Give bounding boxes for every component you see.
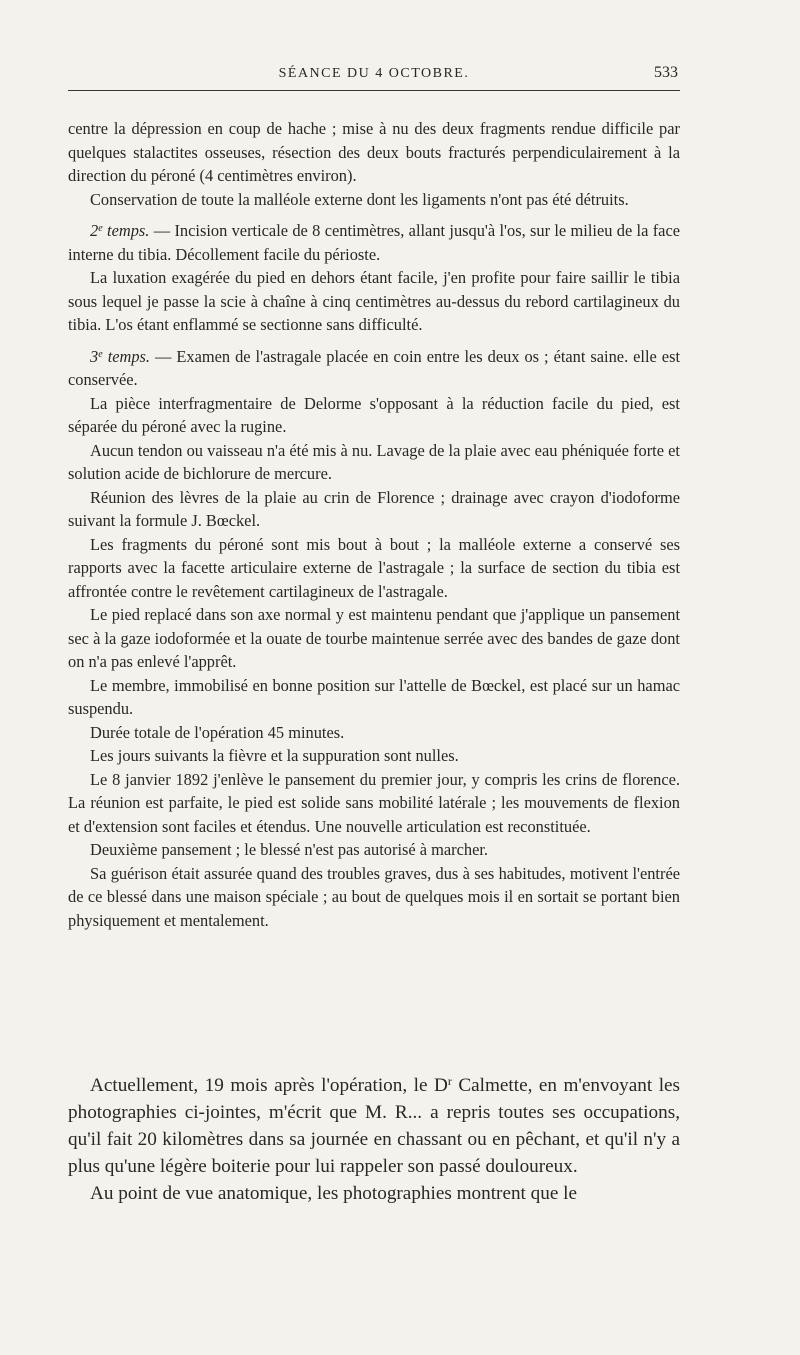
- paragraph: Le pied replacé dans son axe normal y est maintenu pendant que j'applique un pansement sec à la gaze iodoformée et la ouate de tourbe maintenue serrée avec des bandes de gaze dont on n'a pas enlevé l'apprêt.: [68, 605, 680, 671]
- paragraph: centre la dépression en coup de hache ; mise à nu des deux fragments rendue difficile par quelques stalactites osseuses, résection des deux bouts fracturés perpendiculairement à la direction du péroné (4 centimètres environ).: [68, 119, 680, 185]
- page-header: [68, 64, 680, 91]
- paragraph: Réunion des lèvres de la plaie au crin de Florence ; drainage avec crayon d'iodoforme suivant la formule J. Bœckel.: [68, 487, 680, 530]
- step-label: 3e temps.: [90, 346, 151, 366]
- paragraph: Sa guérison était assurée quand des troubles graves, dus à ses habitudes, motivent l'entrée de ce blessé dans une maison spéciale ; au bout de quelques mois il en sortait se portant bien physiquement et mentalement.: [68, 863, 680, 930]
- case-report-text: [68, 117, 680, 932]
- paragraph: Aucun tendon ou vaisseau n'a été mis à nu. Lavage de la plaie avec eau phéniquée forte et solution acide de bichlorure de mercure.: [68, 440, 680, 483]
- paragraph: 3e temps. — Examen de l'astragale placée en coin entre les deux os ; étant saine. elle est conservée.: [68, 346, 681, 389]
- paragraph: Au point de vue anatomique, les photographies montrent que le: [90, 1183, 578, 1204]
- paragraph: 2e temps. — Incision verticale de 8 centimètres, allant jusqu'à l'os, sur le milieu de la face interne du tibia. Décollement facile du périoste.: [68, 221, 681, 264]
- paragraph: La luxation exagérée du pied en dehors étant facile, j'en profite pour faire saillir le tibia sous lequel je passe la scie à chaîne à cinq centimètres au-dessus du rebord cartilagineux du tibia. L'os étant enflammé se sectionne sans difficulté.: [68, 268, 680, 334]
- step-label: 2e temps.: [90, 221, 150, 240]
- paragraph: Conservation de toute la malléole externe dont les ligaments n'ont pas été détruits.: [90, 189, 629, 209]
- page-number: 533: [654, 64, 678, 81]
- paragraph: Les fragments du péroné sont mis bout à bout ; la malléole externe a conservé ses rapports avec la facette articulaire externe de l'astragale ; la surface de section du tibia est affrontée contre le revêtement cartilagineux de l'astragale.: [68, 534, 680, 601]
- paragraph: La pièce interfragmentaire de Delorme s'opposant à la réduction facile du pied, est séparée du péroné avec la rugine.: [68, 393, 680, 436]
- paragraph: Le membre, immobilisé en bonne position sur l'attelle de Bœckel, est placé sur un hamac suspendu.: [68, 675, 680, 718]
- paragraph: Les jours suivants la fièvre et la suppuration sont nulles.: [90, 746, 459, 765]
- running-title: SÉANCE DU 4 OCTOBRE.: [278, 66, 470, 81]
- paragraph: Le 8 janvier 1892 j'enlève le pansement du premier jour, y compris les crins de florence. La réunion est parfaite, le pied est solide sans mobilité latérale ; les mouvements de flexion et d'extension sont faciles et étendus. Une nouvelle articulation est reconstituée.: [68, 769, 680, 836]
- paragraph: Actuellement, 19 mois après l'opération, le $D^r$ Calmette, en m'envoyant les photographies ci-jointes, m'écrit que M. R... a repris toutes ses occupations, qu'il fait 20 kilomètres dans sa journée en chassant ou en pêchant, et qu'il n'y a plus qu'une légère boiterie pour lui rappeler son passé douloureux.: [68, 1074, 681, 1177]
- followup-text: [68, 1072, 680, 1207]
- paragraph: Deuxième pansement ; le blessé n'est pas autorisé à marcher.: [90, 840, 489, 859]
- paragraph: Durée totale de l'opération 45 minutes.: [90, 722, 345, 742]
